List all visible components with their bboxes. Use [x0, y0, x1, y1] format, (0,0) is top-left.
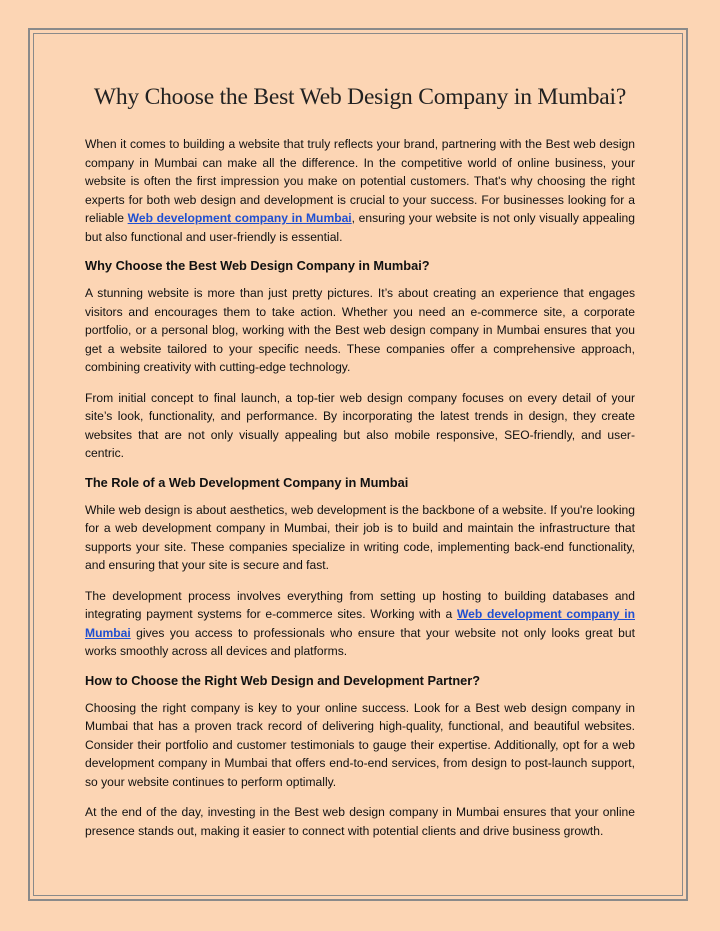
section1-heading: Why Choose the Best Web Design Company in Mumbai? [85, 258, 430, 273]
intro-text-after: , ensuring your website is not only visually appealing but also functional and user-friendly is essential. [85, 211, 635, 244]
section2-heading: The Role of a Web Development Company in Mumbai [85, 474, 409, 490]
section1-paragraph-1: A stunning website is more than just pretty pictures. It’s about creating an experience that engages visitors and encourages them to take action. Whether you need an e-commerce site, a corporate portfolio, or a personal blog, working with the Best web design company in Mumbai ensures that you get a website tailored to your specific needs. These companies offer a comprehensive approach, combining creativity with cutting-edge technology. [85, 286, 635, 374]
section2-paragraph-1: While web design is about aesthetics, web development is the backbone of a website. If you're looking for a web development company in Mumbai, their job is to build and maintain the infrastructure that supports your site. These companies specialize in writing code, implementing back-end functionality, and ensuring that your site is secure and fast. [85, 502, 635, 572]
intro-web-development-link[interactable]: Web development company in Mumbai [127, 211, 352, 225]
section2-text-after: gives you access to professionals who ensure that your website not only looks great but works smoothly across all devices and platforms. [85, 625, 635, 658]
intro-text-before: When it comes to building a website that truly reflects your brand, partnering with the Best web design company in Mumbai can make all the difference. In the competitive world of online business, your website is often the first impression you make on potential customers. That's why choosing the right experts for both web design and development is crucial to your success. For businesses looking for a reliable [85, 137, 635, 225]
section3-paragraph-2: At the end of the day, investing in the Best web design company in Mumbai ensures that your online presence stands out, making it easier to connect with potential clients and drive business growth. [85, 805, 635, 838]
section2-web-development-link[interactable]: Web development company in Mumbai [85, 607, 635, 640]
section3-heading: How to Choose the Right Web Design and Development Partner? [85, 672, 481, 688]
intro-paragraph [85, 135, 635, 246]
page-title: Why Choose the Best Web Design Company in Mumbai? [93, 84, 627, 110]
section2-text-before: The development process involves everything from setting up hosting to building databases and integrating payment systems for e-commerce sites. Working with a [85, 588, 635, 621]
section2-paragraph-2 [85, 587, 635, 661]
section3-paragraph-1: Choosing the right company is key to your online success. Look for a Best web design company in Mumbai that has a proven track record of delivering high-quality, functional, and beautiful websites. Consider their portfolio and customer testimonials to gauge their expertise. Additionally, opt for a web development company in Mumbai that offers end-to-end services, from design to post-launch support, so your website continues to perform optimally. [85, 700, 635, 789]
article-body [85, 84, 635, 852]
section1-paragraph-2: From initial concept to final launch, a top-tier web design company focuses on every detail of your site’s look, functionality, and performance. By incorporating the latest trends in design, they create websites that are not only visually appealing but also mobile responsive, SEO-friendly, and user-centric. [85, 390, 635, 460]
